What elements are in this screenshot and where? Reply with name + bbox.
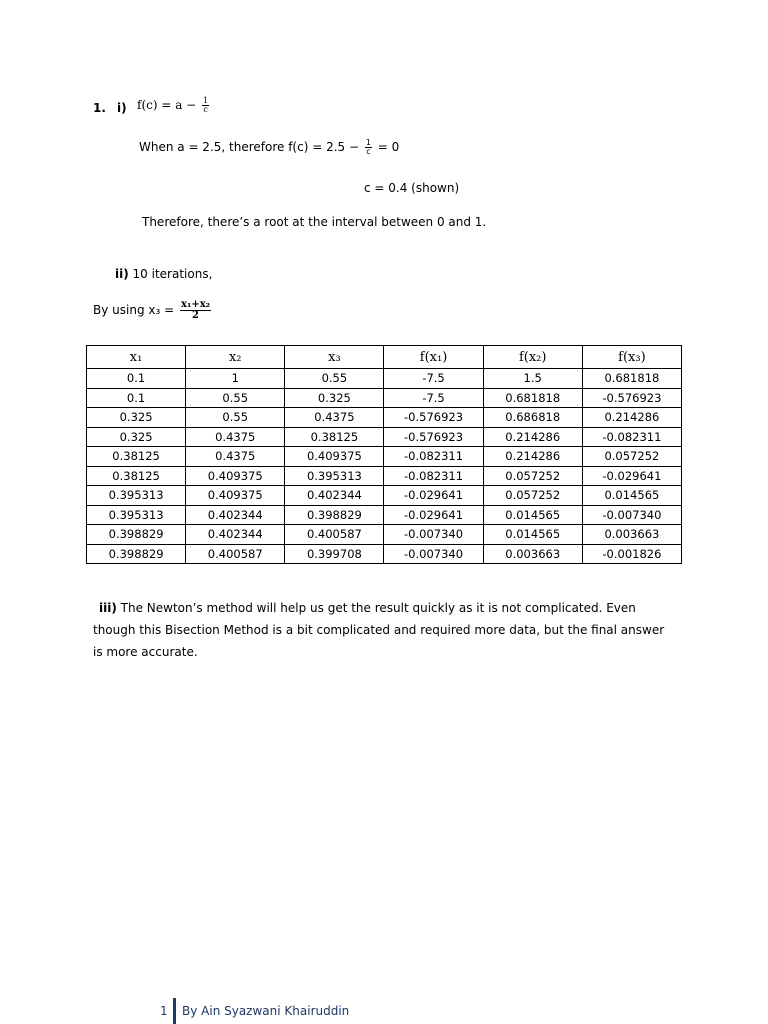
cell-fx2: 0.057252: [483, 466, 582, 486]
question-number: [93, 101, 106, 115]
cell-x2: 0.55: [186, 388, 285, 408]
cell-x2: 0.4375: [186, 447, 285, 467]
page-number: 1: [160, 1004, 168, 1018]
part-iii-text: The Newton’s method will help us get the result quickly as it is not complicated. Even though this Bisection Method is a bit complicated and required more data, but the final answer is more accurate.: [93, 601, 665, 659]
cell-x3: 0.395313: [285, 466, 384, 486]
f-definition-prefix: f(c) = a −: [137, 98, 197, 112]
table-row: [87, 427, 682, 447]
result-line: c = 0.4 (shown): [364, 181, 460, 195]
cell-fx1: -0.007340: [384, 544, 483, 564]
cell-x2: 1: [186, 369, 285, 389]
header-fx2: f(x₂): [483, 346, 582, 369]
cell-x1: 0.395313: [87, 505, 186, 525]
cell-x1: 0.38125: [87, 447, 186, 467]
cell-fx3: -0.029641: [582, 466, 681, 486]
header-fx1: f(x₁): [384, 346, 483, 369]
when-statement-suffix: = 0: [377, 140, 400, 154]
table-row: [87, 447, 682, 467]
table-row: [87, 466, 682, 486]
table-row: [87, 369, 682, 389]
cell-fx3: -0.576923: [582, 388, 681, 408]
cell-fx1: -0.082311: [384, 466, 483, 486]
cell-fx1: -0.576923: [384, 408, 483, 428]
footer-divider: [173, 998, 176, 1024]
part-iii-label: iii): [99, 601, 117, 615]
when-statement-prefix: When a = 2.5, therefore f(c) = 2.5 −: [139, 140, 360, 154]
part-ii: [115, 267, 212, 281]
table-row: [87, 408, 682, 428]
f-definition-fraction-den: c: [203, 105, 208, 114]
cell-x3: 0.4375: [285, 408, 384, 428]
cell-fx1: -0.029641: [384, 505, 483, 525]
when-statement-fraction-num: 1: [365, 138, 371, 147]
f-definition-fraction: [202, 97, 209, 114]
cell-fx2: 0.014565: [483, 505, 582, 525]
cell-fx1: -0.029641: [384, 486, 483, 506]
cell-fx2: 0.003663: [483, 544, 582, 564]
cell-x1: 0.1: [87, 388, 186, 408]
when-statement-fraction: [365, 139, 372, 156]
cell-fx1: -7.5: [384, 388, 483, 408]
cell-x2: 0.400587: [186, 544, 285, 564]
table-row: [87, 544, 682, 564]
when-statement: [139, 139, 399, 156]
header-fx3: f(x₃): [582, 346, 681, 369]
cell-fx3: -0.082311: [582, 427, 681, 447]
cell-x3: 0.409375: [285, 447, 384, 467]
formula-fraction-den: 2: [192, 310, 200, 321]
formula-fraction: [180, 300, 211, 321]
f-definition-fraction-num: 1: [203, 96, 209, 105]
part-i-label: i): [117, 101, 127, 115]
cell-x1: 0.38125: [87, 466, 186, 486]
bisection-table: [86, 345, 682, 564]
cell-x3: 0.55: [285, 369, 384, 389]
header-x1: x₁: [87, 346, 186, 369]
cell-fx2: 0.686818: [483, 408, 582, 428]
cell-fx2: 0.057252: [483, 486, 582, 506]
part-iii-paragraph: [93, 597, 673, 663]
cell-fx3: 0.014565: [582, 486, 681, 506]
conclusion-line: Therefore, there’s a root at the interval between 0 and 1.: [142, 215, 487, 229]
header-x2: x₂: [186, 346, 285, 369]
cell-fx2: 0.214286: [483, 447, 582, 467]
cell-fx1: -0.576923: [384, 427, 483, 447]
cell-x1: 0.325: [87, 408, 186, 428]
table-row: [87, 486, 682, 506]
cell-fx2: 0.014565: [483, 525, 582, 545]
formula-prefix: By using x₃ =: [93, 303, 175, 317]
cell-x3: 0.325: [285, 388, 384, 408]
cell-x2: 0.409375: [186, 486, 285, 506]
cell-fx3: 0.214286: [582, 408, 681, 428]
part-ii-label: ii): [115, 267, 129, 281]
when-statement-fraction-den: c: [366, 147, 371, 156]
table-row: [87, 505, 682, 525]
cell-x2: 0.4375: [186, 427, 285, 447]
formula-line: [93, 300, 213, 321]
cell-fx3: 0.003663: [582, 525, 681, 545]
footer-author: By Ain Syazwani Khairuddin: [182, 1004, 350, 1018]
cell-x3: 0.38125: [285, 427, 384, 447]
cell-fx1: -0.007340: [384, 525, 483, 545]
cell-fx2: 0.214286: [483, 427, 582, 447]
cell-fx2: 0.681818: [483, 388, 582, 408]
cell-x1: 0.1: [87, 369, 186, 389]
cell-x1: 0.398829: [87, 525, 186, 545]
cell-x1: 0.398829: [87, 544, 186, 564]
cell-fx1: -7.5: [384, 369, 483, 389]
formula-fraction-num: x₁+x₂: [181, 299, 211, 310]
cell-x3: 0.399708: [285, 544, 384, 564]
cell-fx3: -0.007340: [582, 505, 681, 525]
table-body: [87, 369, 682, 564]
cell-fx1: -0.082311: [384, 447, 483, 467]
cell-x1: 0.395313: [87, 486, 186, 506]
part-ii-text: 10 iterations,: [132, 267, 213, 281]
table-row: [87, 525, 682, 545]
cell-x1: 0.325: [87, 427, 186, 447]
cell-x2: 0.402344: [186, 525, 285, 545]
cell-x3: 0.400587: [285, 525, 384, 545]
table-row: [87, 388, 682, 408]
table-header-row: [87, 346, 682, 369]
f-definition: [137, 97, 211, 114]
cell-fx3: 0.681818: [582, 369, 681, 389]
cell-x3: 0.398829: [285, 505, 384, 525]
cell-fx3: -0.001826: [582, 544, 681, 564]
cell-x2: 0.409375: [186, 466, 285, 486]
cell-x2: 0.55: [186, 408, 285, 428]
cell-fx3: 0.057252: [582, 447, 681, 467]
cell-x2: 0.402344: [186, 505, 285, 525]
question-number-label: 1.: [93, 101, 106, 115]
header-x3: x₃: [285, 346, 384, 369]
cell-x3: 0.402344: [285, 486, 384, 506]
cell-fx2: 1.5: [483, 369, 582, 389]
